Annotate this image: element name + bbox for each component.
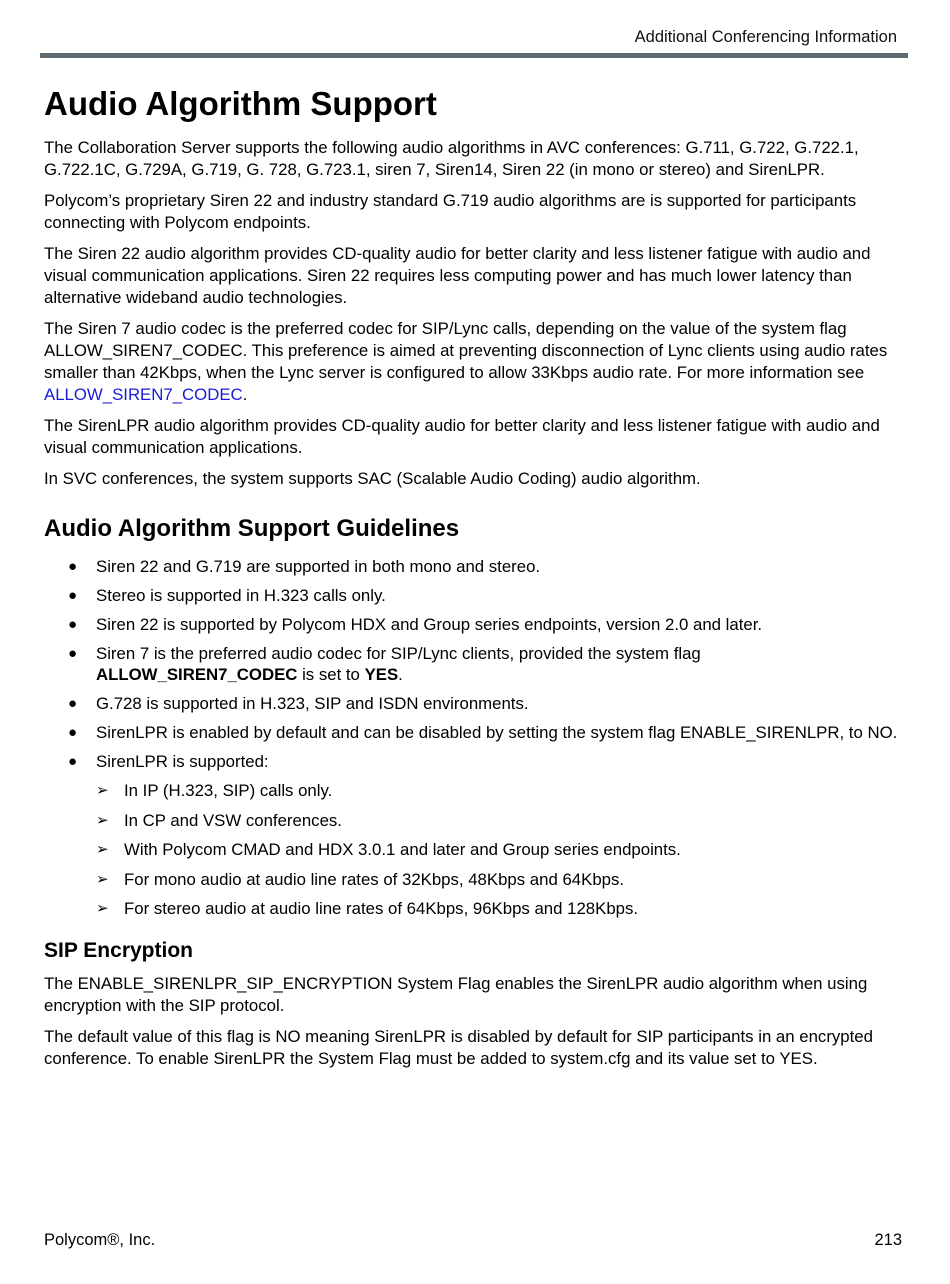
header-rule xyxy=(40,53,908,58)
guidelines-heading: Audio Algorithm Support Guidelines xyxy=(44,515,460,542)
siren7-paragraph xyxy=(44,318,906,406)
arrow-bullet-icon: ➢ xyxy=(96,782,109,799)
siren7-paragraph-text: The Siren 7 audio codec is the preferred codec for SIP/Lync calls, depending on the value of the system flag ALLOW_SIREN7_CODEC. This preference is aimed at preventing disconnection of Lync clients using audio rates smaller than 42Kbps, when the Lync server is configured to allow 33Kbps audio rate. For more information see xyxy=(44,319,888,382)
sub-list-item xyxy=(96,780,906,801)
bullet-icon: ● xyxy=(68,558,78,575)
outro-paragraph: The SirenLPR audio algorithm provides CD-quality audio for better clarity and less listener fatigue with audio and visual communication applications. xyxy=(44,416,880,457)
footer-company: Polycom®, Inc. xyxy=(44,1231,156,1249)
list-item xyxy=(44,751,906,919)
sub-list-item-text: In IP (H.323, SIP) calls only. xyxy=(124,781,333,800)
bullet-icon: ● xyxy=(68,616,78,633)
running-header: Additional Conferencing Information xyxy=(634,28,897,46)
list-item-text: Siren 22 and G.719 are supported in both mono and stereo. xyxy=(96,557,541,576)
list-item xyxy=(44,556,906,577)
bullet-icon: ● xyxy=(68,753,78,770)
outro-paragraph: In SVC conferences, the system supports SAC (Scalable Audio Coding) audio algorithm. xyxy=(44,469,701,488)
bullet-icon: ● xyxy=(68,645,78,662)
siren7-flag-name: ALLOW_SIREN7_CODEC xyxy=(96,665,298,684)
siren7-bullet-before: Siren 7 is the preferred audio codec for SIP/Lync clients, provided the system flag xyxy=(96,644,701,663)
list-item xyxy=(44,585,906,606)
bullet-icon: ● xyxy=(68,695,78,712)
arrow-bullet-icon: ➢ xyxy=(96,900,109,917)
page-number: 213 xyxy=(874,1231,902,1249)
siren7-paragraph-end: . xyxy=(242,385,248,404)
siren7-bullet-middle: is set to xyxy=(297,665,365,684)
list-item xyxy=(44,693,906,714)
sub-list-item-text: With Polycom CMAD and HDX 3.0.1 and later and Group series endpoints. xyxy=(124,840,681,859)
sub-list-item xyxy=(96,810,906,831)
siren7-flag-value: YES xyxy=(364,665,399,684)
sub-list-item-text: For mono audio at audio line rates of 32Kbps, 48Kbps and 64Kbps. xyxy=(124,869,625,889)
allow-siren7-codec-link[interactable]: ALLOW_SIREN7_CODEC xyxy=(44,385,243,404)
sirenlpr-sub-list xyxy=(96,780,906,919)
intro-paragraph: The Collaboration Server supports the following audio algorithms in AVC conferences: G.711, G.722, G.722.1, G.722.1C, G.729A, G.719, G. 728, G.723.1, siren 7, Siren14, Siren 22 (in mono or stereo) and SirenLPR. xyxy=(44,138,859,179)
intro-paragraph: Polycom’s proprietary Siren 22 and industry standard G.719 audio algorithms are is supported for participants connecting with Polycom endpoints. xyxy=(44,191,857,232)
list-item-text: G.728 is supported in H.323, SIP and ISDN environments. xyxy=(96,694,529,713)
arrow-bullet-icon: ➢ xyxy=(96,870,109,888)
guidelines-list xyxy=(44,556,906,919)
sub-list-item xyxy=(96,869,906,890)
sub-list-item xyxy=(96,839,906,860)
siren7-bullet-end: . xyxy=(398,665,403,684)
sip-encryption-heading: SIP Encryption xyxy=(44,939,193,962)
page-content xyxy=(44,84,906,1079)
bullet-icon: ● xyxy=(68,724,78,741)
list-item-text: SirenLPR is supported: xyxy=(96,752,269,771)
intro-paragraph: The Siren 22 audio algorithm provides CD-quality audio for better clarity and less listener fatigue with audio and visual communication applications. Siren 22 requires less computing power and has much lower latency than alternative wideband audio technologies. xyxy=(44,244,871,307)
list-item xyxy=(44,643,906,685)
sub-list-item-text: In CP and VSW conferences. xyxy=(124,810,342,830)
list-item xyxy=(44,614,906,635)
bullet-icon: ● xyxy=(68,587,78,604)
page-title: Audio Algorithm Support xyxy=(44,85,437,122)
sub-list-item xyxy=(96,898,906,919)
list-item xyxy=(44,722,906,743)
arrow-bullet-icon: ➢ xyxy=(96,841,109,858)
arrow-bullet-icon: ➢ xyxy=(96,811,109,829)
sip-paragraph: The default value of this flag is NO meaning SirenLPR is disabled by default for SIP participants in an encrypted conference. To enable SirenLPR the System Flag must be added to system.cfg and its value set to YES. xyxy=(44,1027,873,1068)
sip-paragraph: The ENABLE_SIRENLPR_SIP_ENCRYPTION System Flag enables the SirenLPR audio algorithm when using encryption with the SIP protocol. xyxy=(44,974,868,1015)
list-item-text: Siren 22 is supported by Polycom HDX and Group series endpoints, version 2.0 and later. xyxy=(96,615,763,634)
list-item-text: SirenLPR is enabled by default and can be disabled by setting the system flag ENABLE_SIRENLPR, to NO. xyxy=(96,723,898,742)
sub-list-item-text: For stereo audio at audio line rates of 64Kbps, 96Kbps and 128Kbps. xyxy=(124,899,639,918)
list-item-text: Stereo is supported in H.323 calls only. xyxy=(96,586,386,605)
